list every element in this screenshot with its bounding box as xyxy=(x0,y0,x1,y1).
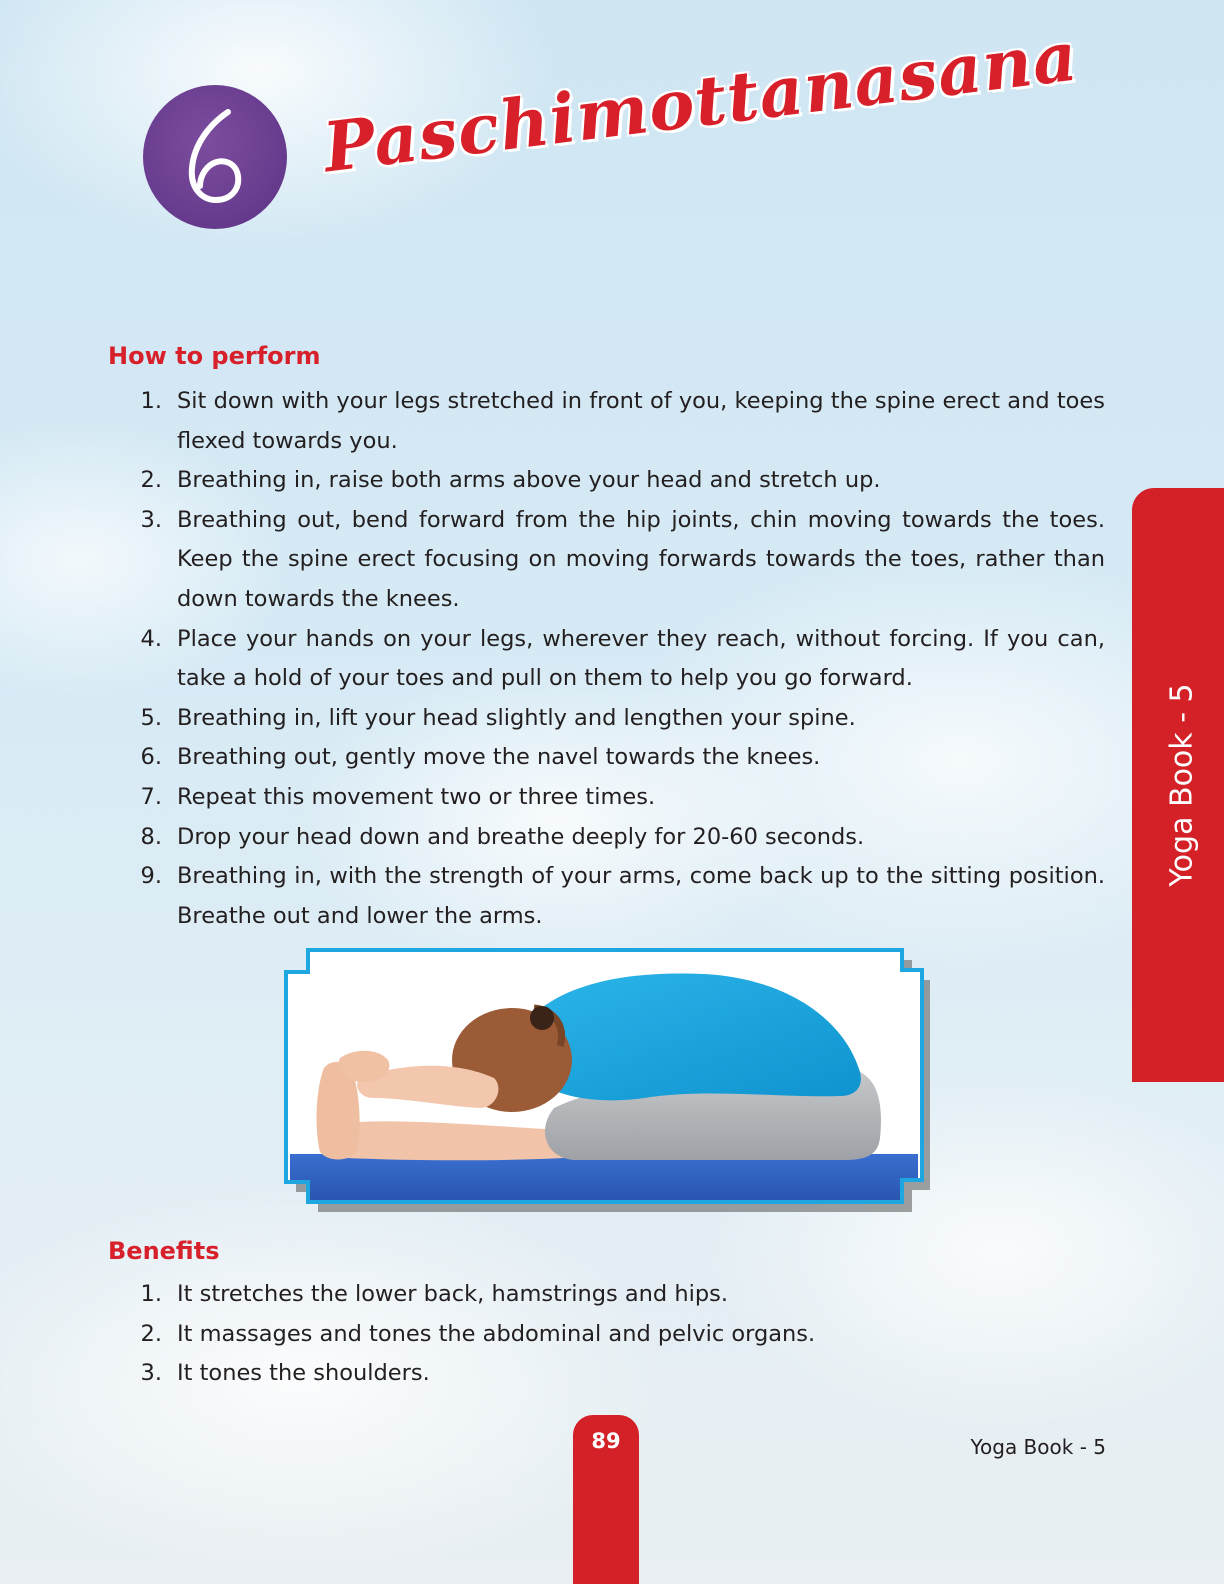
list-item: 9. Breathing in, with the strength of your arms, come back up to the sitting position. Breathe out and lower the arms. xyxy=(140,863,1105,929)
list-item: 2. Breathing in, raise both arms above your head and stretch up. xyxy=(140,467,881,494)
pose-photo-frame xyxy=(284,948,930,1212)
benefits-heading: Benefits xyxy=(108,1237,220,1265)
footer-book-label: Yoga Book - 5 xyxy=(970,1435,1106,1459)
side-book-tab-label: Yoga Book - 5 xyxy=(1164,683,1200,887)
list-item: 3. It tones the shoulders. xyxy=(140,1360,430,1387)
how-to-perform-steps xyxy=(108,382,1105,936)
list-item: 2. It massages and tones the abdominal and pelvic organs. xyxy=(140,1320,816,1347)
list-item: 4. Place your hands on your legs, wherever they reach, without forcing. If you can, take a hold of your toes and pull on them to help you go forward. xyxy=(140,625,1105,692)
list-item: 1. Sit down with your legs stretched in front of you, keeping the spine erect and toes flexed towards you. xyxy=(140,388,1105,454)
list-item: 8. Drop your head down and breathe deeply for 20-60 seconds. xyxy=(140,823,865,850)
chapter-title-wrapper xyxy=(319,14,1109,238)
list-item: 3. Breathing out, bend forward from the hip joints, chin moving towards the toes. Keep the spine erect focusing on moving forwards towards the toes, rather than down towards the knees. xyxy=(140,506,1105,612)
chapter-number-6-glyph xyxy=(170,102,260,212)
list-item: 7. Repeat this movement two or three times. xyxy=(140,783,656,810)
chapter-title: Paschimottanasana xyxy=(319,16,1083,189)
chapter-number-badge xyxy=(143,85,287,229)
page-number-tab xyxy=(573,1415,639,1584)
benefits-list xyxy=(108,1275,1105,1394)
list-item: 1. It stretches the lower back, hamstrings and hips. xyxy=(140,1281,729,1307)
forward-bend-pose-illustration xyxy=(284,948,930,1212)
list-item: 6. Breathing out, gently move the navel towards the knees. xyxy=(140,744,821,771)
how-to-perform-heading: How to perform xyxy=(108,342,321,370)
page-number: 89 xyxy=(591,1429,621,1453)
list-item: 5. Breathing in, lift your head slightly and lengthen your spine. xyxy=(140,704,856,731)
side-book-tab xyxy=(1132,488,1224,1082)
